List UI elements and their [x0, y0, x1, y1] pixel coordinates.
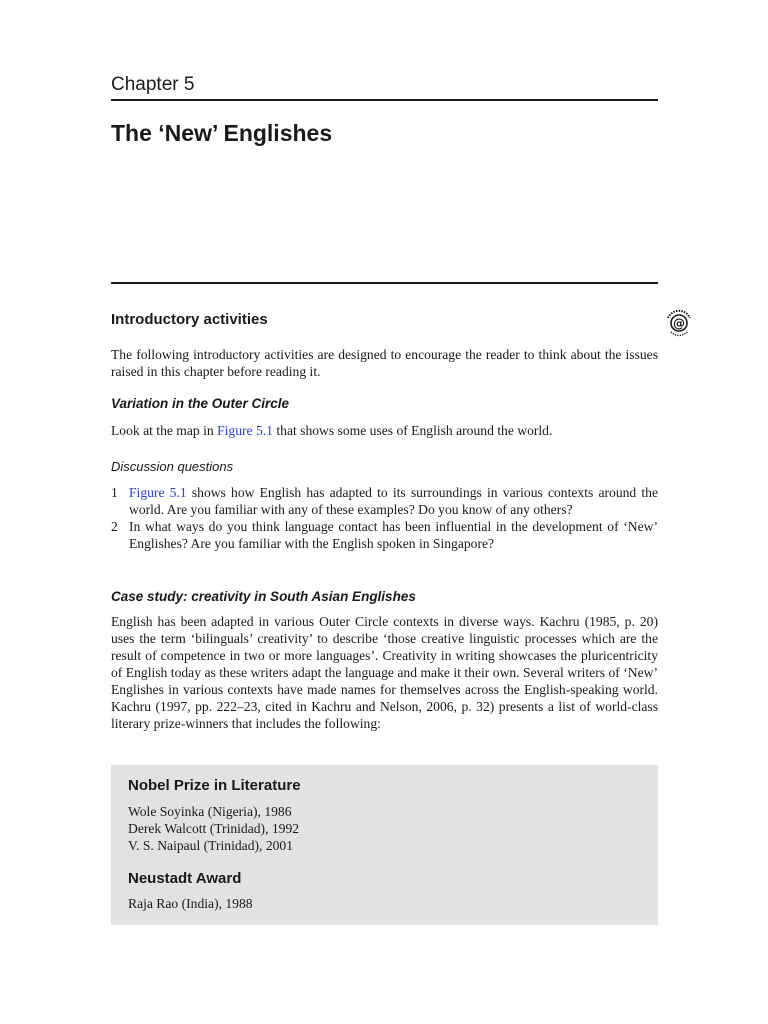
question-text: shows how English has adapted to its surroundings in various contexts around the world. Are you familiar with any of these examples? Do you know of any others?: [129, 485, 658, 517]
variation-heading: Variation in the Outer Circle: [111, 396, 290, 411]
question-number: 2: [111, 519, 118, 534]
chapter-rule-top: [111, 99, 658, 101]
question-text: In what ways do you think language contact has been influential in the development of ‘New’ Englishes? Are you familiar with the English spoken in Singapore?: [129, 519, 658, 551]
intro-paragraph: The following introductory activities are designed to encourage the reader to think about the issues raised in this chapter before reading it.: [111, 347, 658, 379]
companion-website-icon[interactable]: [664, 308, 694, 338]
variation-paragraph: [111, 422, 658, 439]
case-study-paragraph: English has been adapted in various Outer Circle contexts in diverse ways. Kachru (1985, p. 20) uses the term ‘bilinguals’ creativity’ to describe ‘those creative linguistic processes which are the result of competence in two or more languages’. Creativity in writing showcases the pluricentricity of English today as these writers adapt the language and make it their own. Several writers of ‘New’ Englishes in various contexts have made names for themselves across the English-speaking world. Kachru (1997, pp. 222–23, cited in Kachru and Nelson, 2006, p. 32) presents a list of world-class literary prize-winners that includes the following:: [111, 614, 658, 731]
list-item: [111, 484, 658, 518]
variation-text-after: that shows some uses of English around the world.: [272, 423, 553, 438]
question-number: 1: [111, 485, 118, 500]
case-study-heading: Case study: creativity in South Asian Englishes: [111, 589, 416, 604]
neustadt-award-title: Neustadt Award: [128, 870, 242, 887]
chapter-label: Chapter 5: [111, 74, 195, 95]
list-item: Wole Soyinka (Nigeria), 1986: [128, 804, 292, 819]
figure-link[interactable]: Figure 5.1: [217, 423, 273, 438]
variation-text-before: Look at the map in: [111, 423, 218, 438]
figure-link[interactable]: Figure 5.1: [129, 485, 187, 500]
discussion-question-list: [111, 484, 658, 552]
list-item: Derek Walcott (Trinidad), 1992: [128, 821, 300, 836]
prize-winners-box: [111, 765, 658, 925]
svg-text:@: @: [673, 316, 685, 331]
discussion-heading: Discussion questions: [111, 459, 234, 474]
nobel-prize-title: Nobel Prize in Literature: [128, 777, 301, 794]
chapter-title: The ‘New’ Englishes: [111, 120, 333, 146]
list-item: V. S. Naipaul (Trinidad), 2001: [128, 838, 294, 853]
intro-heading: Introductory activities: [111, 311, 268, 328]
list-item: [111, 518, 658, 552]
chapter-rule-bottom: [111, 282, 658, 284]
list-item: Raja Rao (India), 1988: [128, 896, 253, 911]
